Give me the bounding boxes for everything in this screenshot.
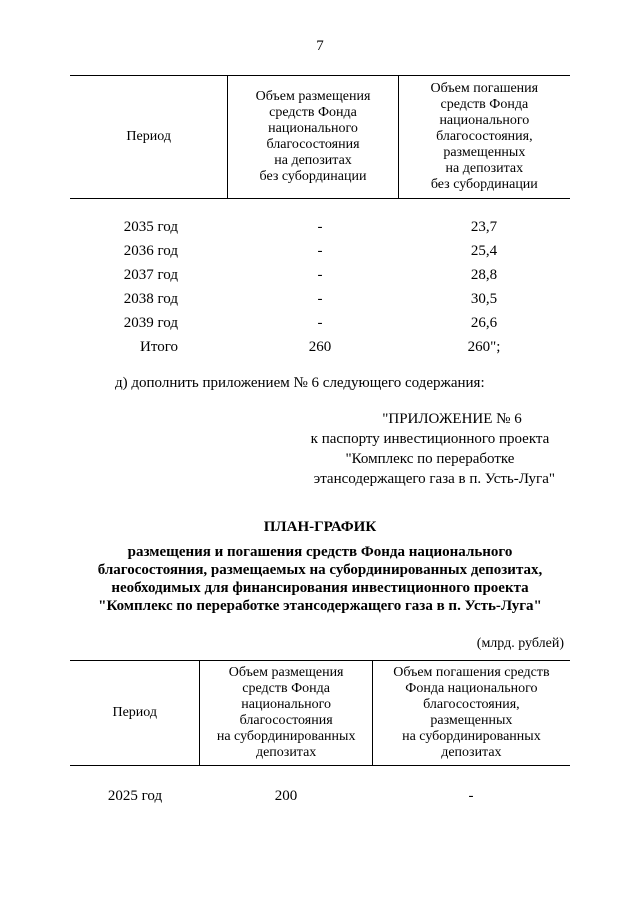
deposit-table-no-subordination [70, 75, 570, 359]
annex-line: этансодержащего газа в п. Усть-Луга" [313, 471, 555, 487]
cell-placement: - [317, 314, 323, 331]
cell-period: 2038 год [123, 290, 178, 307]
cell-placement: - [317, 242, 323, 259]
table-header [70, 660, 570, 766]
header-placement: Объем размещения средств Фонда национального благосостояния на субординированных депозитах [199, 661, 371, 765]
annex-line: к паспорту инвестиционного проекта [310, 431, 550, 447]
cell-period: Итого [140, 338, 178, 355]
header-period: Период [112, 705, 158, 720]
cell-period: 2025 год [107, 787, 163, 804]
cell-period: 2035 год [123, 218, 178, 235]
table-row [70, 215, 570, 239]
cell-placement: 200 [274, 787, 298, 804]
header-repayment: Объем погашения средств Фонда национального благосостояния, размещенных на субординированных депозитах [372, 661, 570, 765]
plan-subtitle-line: "Комплекс по переработке этансодержащего газа в п. Усть-Луга" [98, 598, 542, 614]
cell-repayment: 26,6 [470, 314, 498, 331]
table-row [70, 239, 570, 263]
plan-subtitle-line: необходимых для финансирования инвестиционного проекта [111, 580, 529, 596]
table-body [70, 215, 570, 359]
units-label: (млрд. рублей) [476, 636, 564, 651]
annex-heading [280, 409, 580, 489]
cell-repayment: 25,4 [470, 242, 498, 259]
subordinated-deposit-table [70, 660, 570, 808]
cell-repayment: 260"; [467, 338, 501, 355]
header-placement: Объем размещения средств Фонда национального благосостояния на депозитах без субординации [227, 76, 397, 198]
plan-subtitle-line: благосостояния, размещаемых на субординированных депозитах, [97, 562, 543, 578]
plan-subtitle-line: размещения и погашения средств Фонда национального [127, 544, 513, 560]
cell-repayment: 30,5 [470, 290, 498, 307]
plan-title: ПЛАН-ГРАФИК [263, 519, 377, 535]
table-row [70, 287, 570, 311]
cell-placement: - [317, 218, 323, 235]
cell-period: 2036 год [123, 242, 178, 259]
page-number: 7 [316, 38, 324, 54]
cell-repayment: 28,8 [470, 266, 498, 283]
table-row [70, 263, 570, 287]
header-period: Период [126, 129, 171, 144]
cell-repayment: - [468, 787, 474, 804]
annex-number: "ПРИЛОЖЕНИЕ № 6 [382, 411, 522, 427]
table-row-total [70, 335, 570, 359]
cell-placement: 260 [308, 338, 332, 355]
plan-subtitle [0, 543, 640, 615]
cell-placement: - [317, 266, 323, 283]
cell-period: 2039 год [123, 314, 178, 331]
table-row [70, 311, 570, 335]
table-header [70, 75, 570, 199]
header-repayment: Объем погашения средств Фонда национального благосостояния, размещенных на депозитах без субординации [398, 76, 570, 198]
cell-repayment: 23,7 [470, 218, 498, 235]
table-row [70, 784, 570, 808]
annex-line: "Комплекс по переработке [345, 451, 515, 467]
table-body [70, 784, 570, 808]
amendment-text: д) дополнить приложением № 6 следующего содержания: [115, 375, 485, 391]
cell-period: 2037 год [123, 266, 178, 283]
cell-placement: - [317, 290, 323, 307]
